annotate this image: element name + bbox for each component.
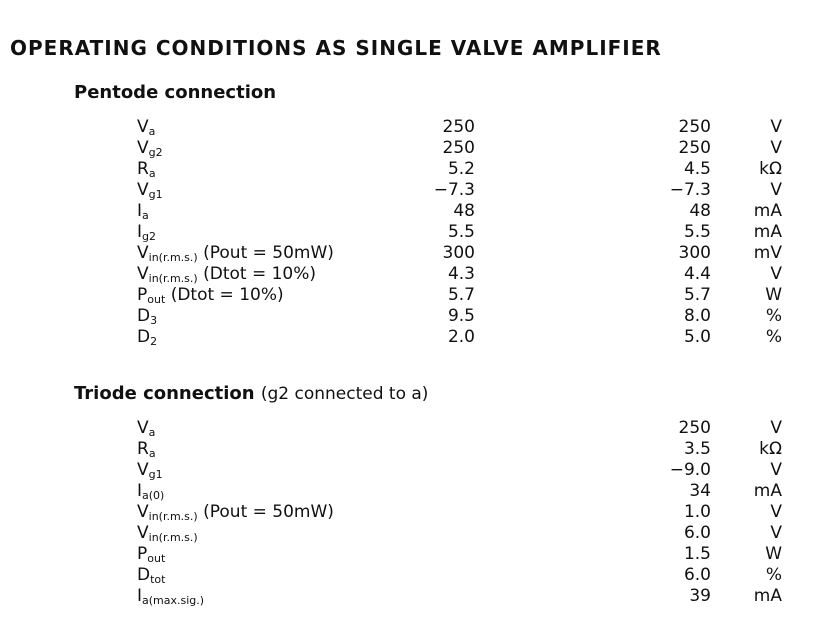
parameter-subscript: g2 <box>148 146 163 159</box>
parameter-symbol: V <box>137 117 149 137</box>
value-column-2: 5.5 <box>683 222 711 242</box>
parameter-symbol: V <box>137 523 149 543</box>
parameter-symbol: P <box>137 285 148 305</box>
parameter-subscript: g1 <box>148 188 163 201</box>
value-column-2: 5.7 <box>683 285 711 305</box>
value-column-1: 5.7 <box>447 285 475 305</box>
parameter-symbol: V <box>137 138 149 158</box>
parameter-subscript: a <box>148 167 156 180</box>
value-column-2: 1.0 <box>683 502 711 522</box>
unit-label: mA <box>753 481 782 501</box>
value-column-2: 6.0 <box>683 565 711 585</box>
pentode-row <box>0 264 829 285</box>
page-title: OPERATING CONDITIONS AS SINGLE VALVE AMPLIFIER <box>10 36 662 60</box>
pentode-table <box>0 117 829 348</box>
value-column-2: 39 <box>689 586 711 606</box>
pentode-row <box>0 306 829 327</box>
parameter-symbol: I <box>137 201 143 221</box>
triode-heading-note: (g2 connected to a) <box>260 384 429 404</box>
parameter-subscript: 2 <box>150 335 158 348</box>
parameter-symbol: P <box>137 544 148 564</box>
parameter-subscript: a <box>148 426 156 439</box>
parameter-symbol: D <box>137 306 151 326</box>
pentode-row <box>0 201 829 222</box>
value-column-2: 3.5 <box>683 439 711 459</box>
pentode-row <box>0 180 829 201</box>
unit-label: mA <box>753 586 782 606</box>
triode-row <box>0 565 829 586</box>
triode-heading <box>74 383 428 404</box>
parameter-symbol: R <box>137 159 149 179</box>
parameter-subscript: in(r.m.s.) <box>148 510 198 523</box>
pentode-row <box>0 159 829 180</box>
value-column-2: 250 <box>678 418 711 438</box>
value-column-1: 48 <box>453 201 475 221</box>
parameter-symbol: V <box>137 418 149 438</box>
pentode-row <box>0 117 829 138</box>
unit-label: V <box>770 138 782 158</box>
unit-label: V <box>770 418 782 438</box>
value-column-2: 300 <box>678 243 711 263</box>
parameter-condition: (Dtot = 10%) <box>170 285 284 305</box>
triode-row <box>0 586 829 607</box>
unit-label: V <box>770 117 782 137</box>
value-column-2: 5.0 <box>683 327 711 347</box>
parameter-condition: (Pout = 50mW) <box>203 502 334 522</box>
value-column-2: 8.0 <box>683 306 711 326</box>
value-column-1: 5.2 <box>447 159 475 179</box>
triode-table <box>0 418 829 607</box>
parameter-symbol: R <box>137 439 149 459</box>
parameter-condition: (Dtot = 10%) <box>203 264 317 284</box>
parameter-symbol: V <box>137 180 149 200</box>
unit-label: % <box>765 327 782 347</box>
unit-label: V <box>770 523 782 543</box>
unit-label: kΩ <box>759 159 782 179</box>
unit-label: W <box>765 285 782 305</box>
triode-row <box>0 418 829 439</box>
unit-label: mV <box>753 243 782 263</box>
triode-row <box>0 439 829 460</box>
unit-label: V <box>770 502 782 522</box>
parameter-symbol: I <box>137 222 143 242</box>
value-column-1: 5.5 <box>447 222 475 242</box>
value-column-2: 34 <box>689 481 711 501</box>
parameter-symbol: V <box>137 460 149 480</box>
parameter-symbol: V <box>137 243 149 263</box>
parameter-subscript: tot <box>150 573 166 586</box>
parameter-symbol: D <box>137 565 151 585</box>
parameter-label <box>137 586 204 611</box>
triode-row <box>0 544 829 565</box>
pentode-row <box>0 138 829 159</box>
value-column-2: 4.5 <box>683 159 711 179</box>
parameter-subscript: out <box>147 552 166 565</box>
pentode-heading <box>74 82 276 103</box>
value-column-2: 250 <box>678 117 711 137</box>
triode-row <box>0 502 829 523</box>
unit-label: mA <box>753 201 782 221</box>
parameter-subscript: g1 <box>148 468 163 481</box>
parameter-subscript: a(0) <box>142 489 165 502</box>
parameter-subscript: in(r.m.s.) <box>148 272 198 285</box>
value-column-2: 4.4 <box>683 264 711 284</box>
pentode-row <box>0 243 829 264</box>
triode-row <box>0 460 829 481</box>
unit-label: kΩ <box>759 439 782 459</box>
parameter-subscript: 3 <box>150 314 158 327</box>
parameter-symbol: I <box>137 481 143 501</box>
parameter-symbol: I <box>137 586 143 606</box>
pentode-row <box>0 327 829 348</box>
parameter-subscript: in(r.m.s.) <box>148 251 198 264</box>
value-column-1: −7.3 <box>433 180 475 200</box>
parameter-label <box>137 327 157 352</box>
unit-label: mA <box>753 222 782 242</box>
parameter-subscript: in(r.m.s.) <box>148 531 198 544</box>
value-column-2: 6.0 <box>683 523 711 543</box>
triode-row <box>0 481 829 502</box>
parameter-symbol: D <box>137 327 151 347</box>
unit-label: W <box>765 544 782 564</box>
unit-label: V <box>770 264 782 284</box>
pentode-row <box>0 285 829 306</box>
value-column-1: 9.5 <box>447 306 475 326</box>
value-column-2: 48 <box>689 201 711 221</box>
parameter-condition: (Pout = 50mW) <box>203 243 334 263</box>
value-column-1: 300 <box>442 243 475 263</box>
parameter-subscript: a(max.sig.) <box>142 594 205 607</box>
parameter-subscript: g2 <box>142 230 156 243</box>
value-column-1: 4.3 <box>447 264 475 284</box>
value-column-2: −7.3 <box>669 180 711 200</box>
parameter-subscript: a <box>142 209 149 222</box>
value-column-1: 250 <box>442 138 475 158</box>
triode-row <box>0 523 829 544</box>
parameter-subscript: out <box>147 293 166 306</box>
value-column-1: 2.0 <box>447 327 475 347</box>
value-column-1: 250 <box>442 117 475 137</box>
unit-label: % <box>765 306 782 326</box>
unit-label: % <box>765 565 782 585</box>
pentode-heading-text: Pentode connection <box>74 82 277 103</box>
parameter-symbol: V <box>137 264 149 284</box>
parameter-subscript: a <box>148 447 156 460</box>
value-column-2: 250 <box>678 138 711 158</box>
unit-label: V <box>770 460 782 480</box>
value-column-2: 1.5 <box>683 544 711 564</box>
parameter-symbol: V <box>137 502 149 522</box>
pentode-row <box>0 222 829 243</box>
unit-label: V <box>770 180 782 200</box>
value-column-2: −9.0 <box>669 460 711 480</box>
parameter-subscript: a <box>148 125 156 138</box>
triode-heading-text: Triode connection <box>74 383 255 404</box>
